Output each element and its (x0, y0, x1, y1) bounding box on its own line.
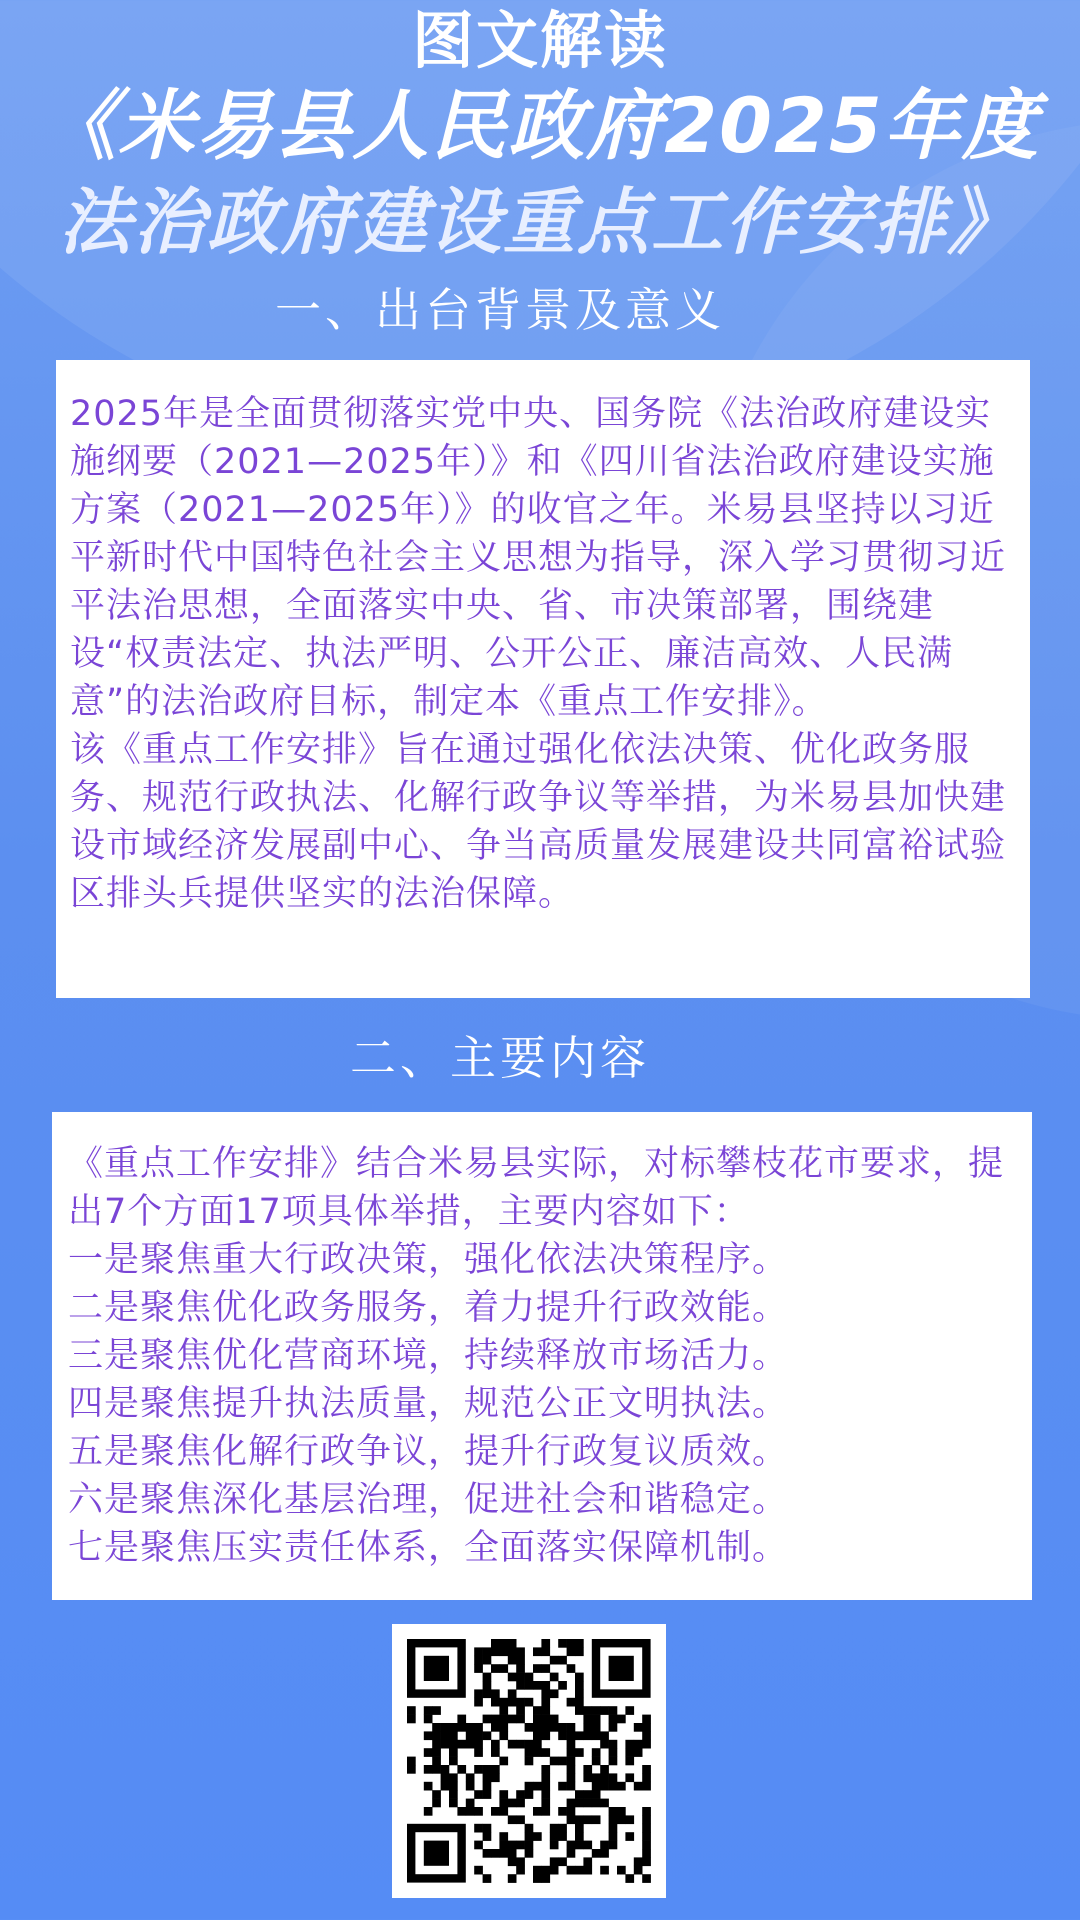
content-item-2: 二是聚焦优化政务服务，着力提升行政效能。 (68, 1288, 789, 1328)
section-2-title: 二、主要内容 (350, 1031, 650, 1085)
content-item-6: 六是聚焦深化基层治理，促进社会和谐稳定。 (68, 1480, 789, 1520)
content-intro: 《重点工作安排》结合米易县实际，对标攀枝花市要求，提出7个方面17项具体举措，主要内容如下： (68, 1144, 1005, 1232)
content-item-3: 三是聚焦优化营商环境，持续释放市场活力。 (68, 1336, 789, 1376)
document-title-line-2: 法治政府建设重点工作安排》 (58, 180, 1021, 264)
content-item-4: 四是聚焦提升执法质量，规范公正文明执法。 (68, 1384, 789, 1424)
document-title-line-1: 《米易县人民政府2025年度 (40, 81, 1040, 170)
content-item-5: 五是聚焦化解行政争议，提升行政复议质效。 (68, 1432, 789, 1472)
main-content-card (52, 1112, 1032, 1600)
content-item-1: 一是聚焦重大行政决策，强化依法决策程序。 (68, 1240, 789, 1280)
content-item-7: 七是聚焦压实责任体系，全面落实保障机制。 (68, 1528, 789, 1568)
qr-code-icon (392, 1624, 666, 1898)
background-card (56, 360, 1030, 998)
background-paragraph-2: 该《重点工作安排》旨在通过强化依法决策、优化政务服务、规范行政执法、化解行政争议等举措，为米易县加快建设市域经济发展副中心、争当高质量发展建设共同富裕试验区排头兵提供坚实的法治保障。 (70, 730, 1007, 914)
poster-header (0, 0, 1080, 270)
qr-code[interactable] (392, 1624, 666, 1898)
section-1-title: 一、出台背景及意义 (275, 283, 725, 337)
header-label: 图文解读 (411, 4, 668, 77)
background-paragraph-1: 2025年是全面贯彻落实党中央、国务院《法治政府建设实施纲要（2021—2025年）》和《四川省法治政府建设实施方案（2021—2025年）》的收官之年。米易县坚持以习近平新时代中国特色社会主义思想为指导，深入学习贯彻习近平法治思想，全面落实中央、省、市决策部署，围绕建设“权责法定、执法严明、公开公正、廉洁高效、人民满意”的法治政府目标，制定本《重点工作安排》。 (70, 394, 1007, 722)
